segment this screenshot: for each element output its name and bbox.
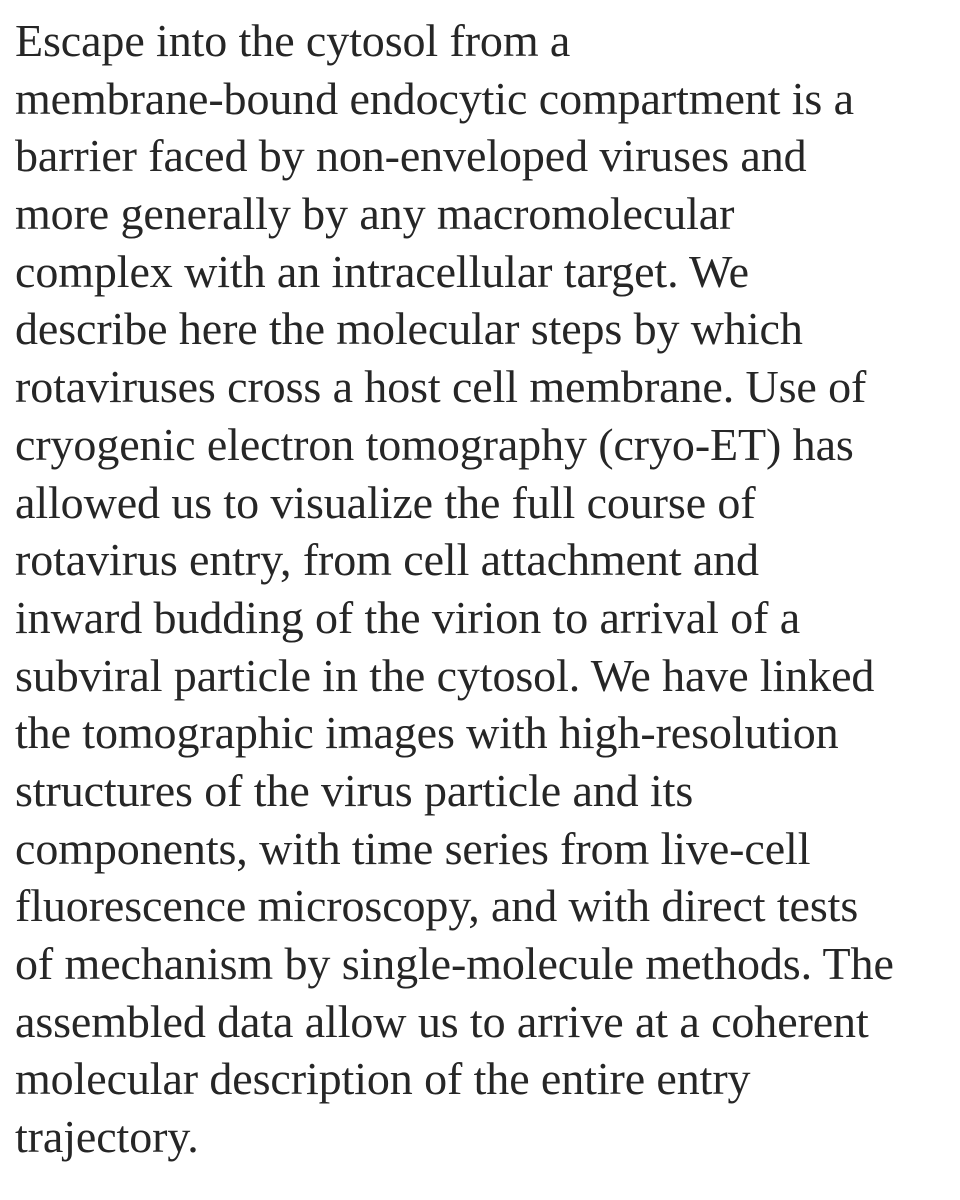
abstract-line: trajectory.: [15, 1111, 199, 1163]
abstract-line: describe here the molecular steps by which: [15, 303, 803, 355]
abstract-line: components, with time series from live-cell: [15, 822, 811, 874]
abstract-paragraph: [15, 12, 955, 1166]
abstract-line: rotavirus entry, from cell attachment and: [15, 534, 759, 586]
abstract-line: subviral particle in the cytosol. We have linked: [15, 649, 875, 701]
abstract-line: Escape into the cytosol from a: [15, 15, 571, 66]
abstract-line: cryogenic electron tomography (cryo-ET) has: [15, 418, 854, 470]
abstract-line: inward budding of the virion to arrival of a: [15, 591, 801, 643]
abstract-line: rotaviruses cross a host cell membrane. Use of: [15, 361, 867, 413]
abstract-line: molecular description of the entire entry: [15, 1053, 751, 1105]
abstract-line: assembled data allow us to arrive at a coherent: [15, 995, 869, 1047]
abstract-line: complex with an intracellular target. We: [15, 245, 749, 297]
abstract-line: fluorescence microscopy, and with direct tests: [15, 880, 859, 932]
abstract-line: allowed us to visualize the full course of: [15, 476, 756, 528]
abstract-line: membrane-bound endocytic compartment is a: [15, 72, 854, 124]
abstract-line: the tomographic images with high-resolution: [15, 707, 839, 759]
abstract-line: barrier faced by non-enveloped viruses and: [15, 130, 807, 182]
abstract-line: of mechanism by single-molecule methods. The: [15, 938, 894, 989]
abstract-line: more generally by any macromolecular: [15, 188, 735, 240]
abstract-line: structures of the virus particle and its: [15, 764, 694, 816]
